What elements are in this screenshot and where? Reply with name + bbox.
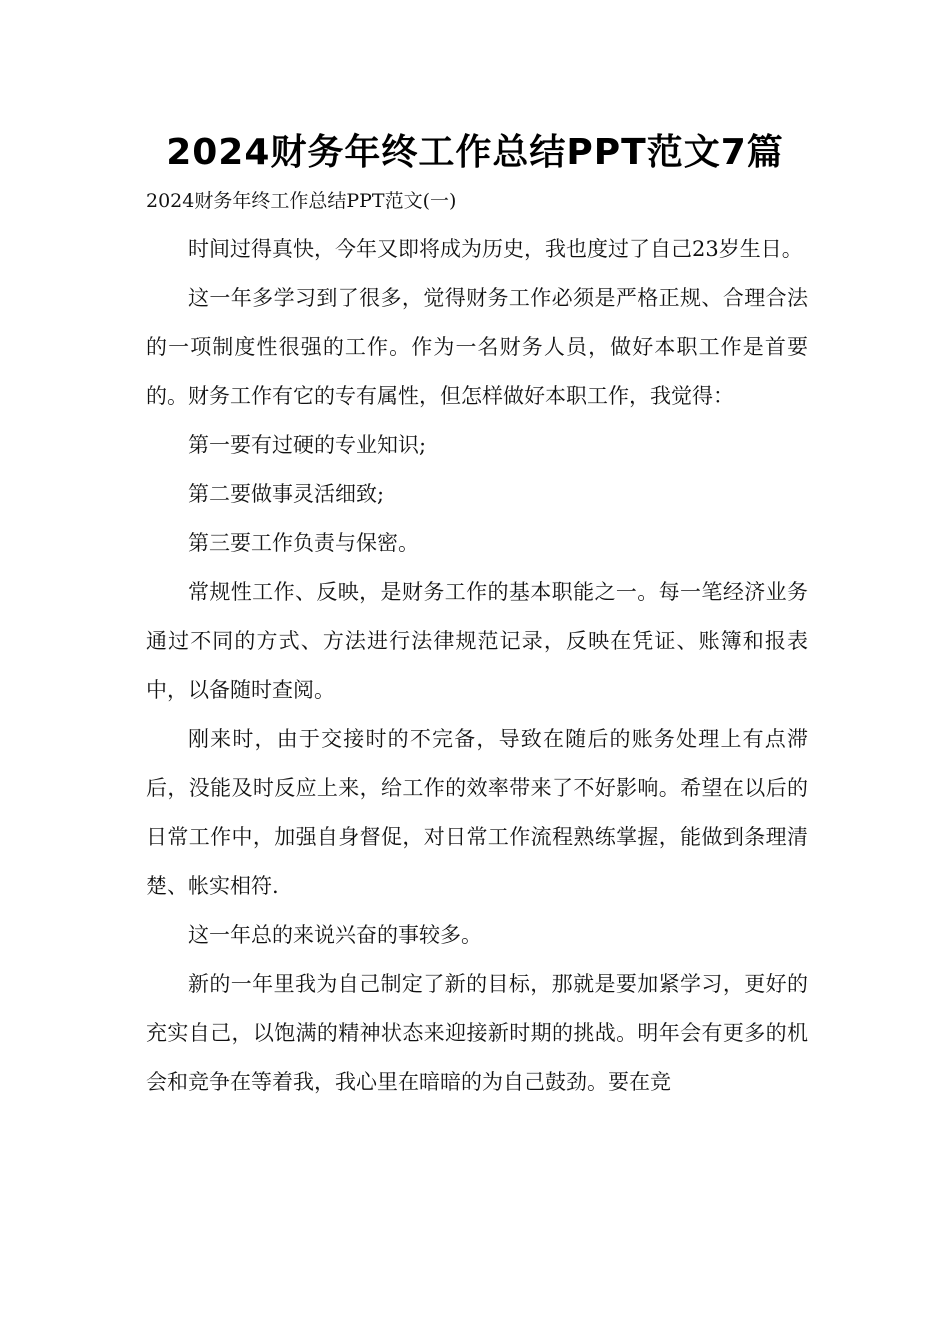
paragraph: 这一年总的来说兴奋的事较多。 (188, 923, 482, 947)
document-title: 2024财务年终工作总结PPT范文7篇 (166, 132, 784, 173)
paragraph: 这一年多学习到了很多，觉得财务工作必须是严格正规、合理合法的一项制度性很强的工作。作为一名财务人员，做好本职工作是首要的。财务工作有它的专有属性，但怎样做好本职工作，我觉得： (146, 286, 808, 408)
paragraph: 刚来时，由于交接时的不完备，导致在随后的账务处理上有点滞后，没能及时反应上来，给工作的效率带来了不好影响。希望在以后的日常工作中，加强自身督促，对日常工作流程熟练掌握，能做到条理清楚、帐实相符. (146, 727, 808, 898)
section-subtitle: 2024财务年终工作总结PPT范文(一) (146, 190, 457, 212)
paragraph: 第二要做事灵活细致; (188, 482, 385, 506)
paragraph: 常规性工作、反映，是财务工作的基本职能之一。每一笔经济业务通过不同的方式、方法进行法律规范记录，反映在凭证、账簿和报表中，以备随时查阅。 (146, 580, 808, 702)
paragraph: 第一要有过硬的专业知识; (188, 433, 427, 457)
document-body (146, 225, 808, 1107)
paragraph: 时间过得真快，今年又即将成为历史，我也度过了自己23岁生日。 (188, 237, 803, 261)
paragraph: 第三要工作负责与保密。 (188, 531, 419, 555)
paragraph: 新的一年里我为自己制定了新的目标，那就是要加紧学习，更好的充实自己，以饱满的精神状态来迎接新时期的挑战。明年会有更多的机会和竞争在等着我，我心里在暗暗的为自己鼓劲。要在竞 (146, 972, 808, 1094)
